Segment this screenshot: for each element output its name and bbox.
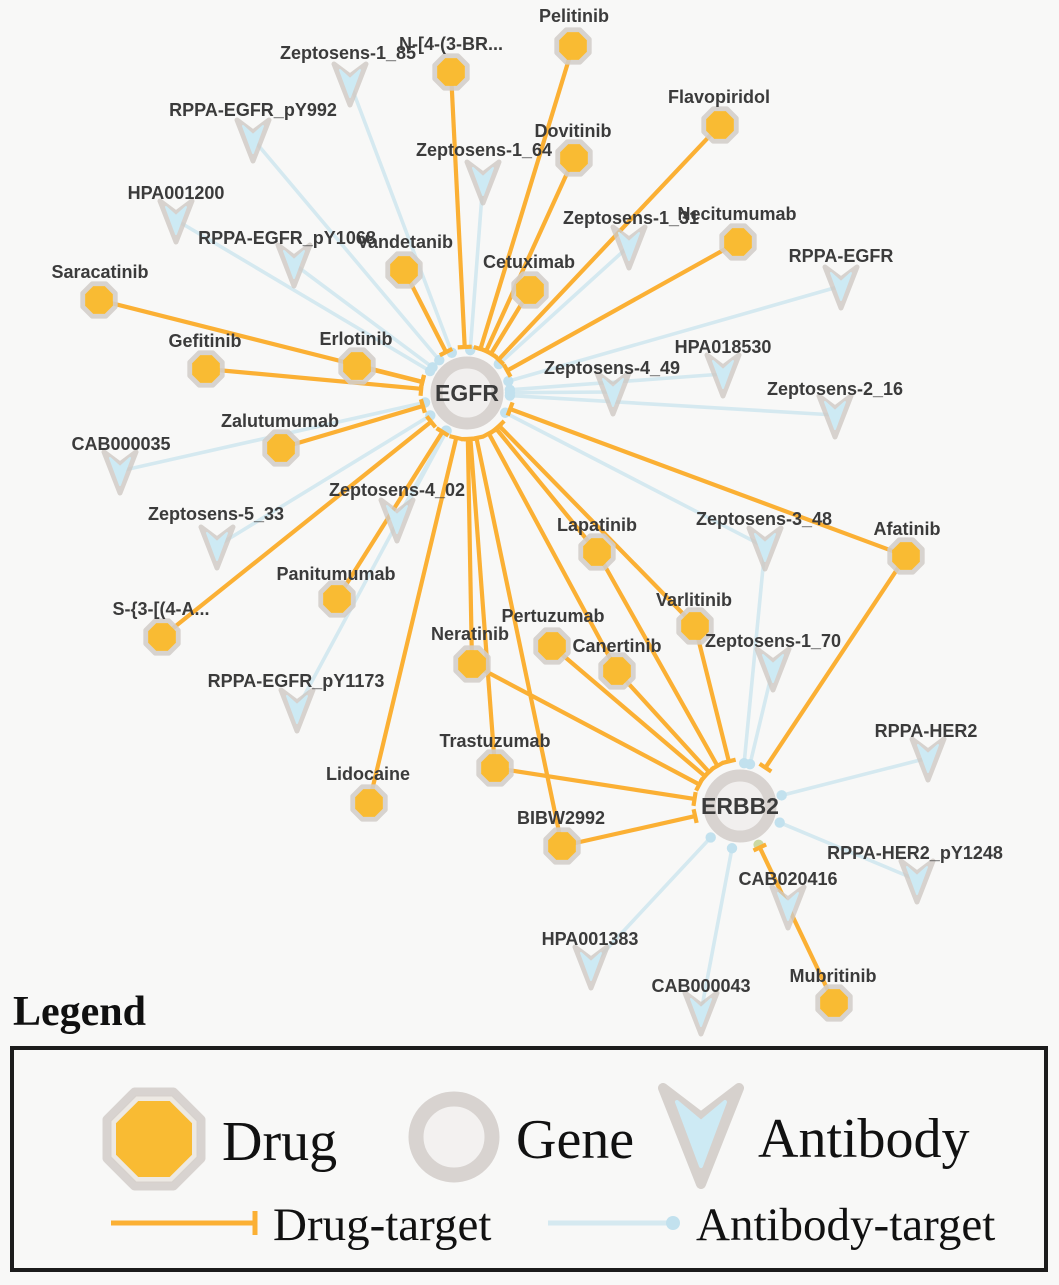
antibody-node-hpa001200[interactable] (160, 201, 192, 242)
antibody-label-zeptosens-5-33: Zeptosens-5_33 (148, 504, 284, 524)
antibody-node-zeptosens-3-48[interactable] (749, 528, 781, 569)
drug-label-erlotinib: Erlotinib (320, 329, 393, 349)
drug-node-canertinib[interactable] (601, 655, 633, 687)
antibody-label-hpa018530: HPA018530 (675, 337, 772, 357)
drug-node-flavopiridol[interactable] (704, 109, 736, 141)
legend-drug-target-item (107, 1202, 491, 1249)
antibody-label-zeptosens-1-64: Zeptosens-1_64 (416, 140, 552, 160)
legend-drug-target-label: Drug-target (273, 1202, 491, 1249)
drug-label-varlitinib: Varlitinib (656, 590, 732, 610)
drug-node-necitumumab[interactable] (722, 226, 754, 258)
antibody-label-hpa001200: HPA001200 (128, 183, 225, 203)
drug-label-mubritinib: Mubritinib (790, 966, 877, 986)
antibody-node-rppa-egfr-py1068[interactable] (278, 245, 310, 286)
drug-label-pelitinib: Pelitinib (539, 6, 609, 26)
drug-node-neratinib[interactable] (456, 648, 488, 680)
gene-node-icon (402, 1085, 506, 1194)
drug-target-edge-flavopiridol-egfr (493, 125, 720, 364)
legend-box (10, 1046, 1048, 1272)
antibody-label-cab020416: CAB020416 (738, 869, 837, 889)
drug-node-n-4-3-br[interactable] (435, 56, 467, 88)
antibody-node-zeptosens-1-31[interactable] (613, 227, 645, 268)
antibody-node-rppa-her2-py1248[interactable] (901, 861, 933, 902)
legend-gene-label: Gene (516, 1112, 634, 1168)
legend-antibody-label: Antibody (758, 1111, 970, 1167)
antibody-label-rppa-her2: RPPA-HER2 (875, 721, 978, 741)
antibody-label-rppa-egfr: RPPA-EGFR (789, 246, 894, 266)
drug-node-vandetanib[interactable] (388, 254, 420, 286)
antibody-node-cab020416[interactable] (772, 887, 804, 928)
antibody-label-rppa-egfr-py1173: RPPA-EGFR_pY1173 (208, 671, 385, 691)
drug-target-edge-trastuzumab-erbb2 (495, 768, 696, 806)
antibody-label-cab000035: CAB000035 (71, 434, 170, 454)
antibody-label-zeptosens-3-48: Zeptosens-3_48 (696, 509, 832, 529)
legend-antibody-item (656, 1080, 970, 1197)
drug-node-panitumumab[interactable] (321, 583, 353, 615)
antibody-label-hpa001383: HPA001383 (542, 929, 639, 949)
drug-label-lidocaine: Lidocaine (326, 764, 410, 784)
antibody-label-zeptosens-1-31: Zeptosens-1_31 (563, 208, 699, 228)
drug-label-necitumumab: Necitumumab (677, 204, 796, 224)
antibody-node-cab000035[interactable] (104, 452, 136, 493)
antibody-label-rppa-egfr-py992: RPPA-EGFR_pY992 (169, 100, 337, 120)
antibody-label-rppa-her2-py1248: RPPA-HER2_pY1248 (827, 843, 1003, 863)
drug-label-neratinib: Neratinib (431, 624, 509, 644)
drug-label-n-4-3-br: N-[4-(3-BR... (399, 34, 503, 54)
drug-node-afatinib[interactable] (890, 540, 922, 572)
gene-label-erbb2: ERBB2 (701, 793, 779, 819)
drug-label-lapatinib: Lapatinib (557, 515, 637, 535)
drug-label-pertuzumab: Pertuzumab (501, 606, 604, 626)
legend-drug-item (100, 1085, 337, 1198)
drug-label-cetuximab: Cetuximab (483, 252, 575, 272)
drug-label-trastuzumab: Trastuzumab (439, 731, 550, 751)
drug-node-cetuximab[interactable] (514, 274, 546, 306)
drug-label-gefitinib: Gefitinib (169, 331, 242, 351)
drug-node-saracatinib[interactable] (83, 284, 115, 316)
drug-node-lapatinib[interactable] (581, 536, 613, 568)
antibody-label-zeptosens-4-49: Zeptosens-4_49 (544, 358, 680, 378)
legend-drug-label: Drug (222, 1114, 337, 1170)
drug-label-flavopiridol: Flavopiridol (668, 87, 770, 107)
legend-antibody-target-label: Antibody-target (696, 1202, 995, 1249)
drug-node-pertuzumab[interactable] (536, 630, 568, 662)
antibody-node-icon (656, 1080, 746, 1197)
antibody-label-rppa-egfr-py1068: RPPA-EGFR_pY1068 (198, 228, 376, 248)
antibody-node-zeptosens-2-16[interactable] (819, 396, 851, 437)
antibody-node-zeptosens-1-70[interactable] (757, 649, 789, 690)
antibody-node-cab000043[interactable] (685, 993, 717, 1034)
drug-target-edge-canertinib-erbb2 (617, 671, 714, 777)
antibody-node-hpa001383[interactable] (575, 947, 607, 988)
antibody-node-zeptosens-5-33[interactable] (201, 527, 233, 568)
drug-label-zalutumumab: Zalutumumab (221, 411, 339, 431)
drug-node-dovitinib[interactable] (558, 142, 590, 174)
antibody-node-rppa-egfr-py1173[interactable] (281, 690, 313, 731)
drug-node-s-3-4-a[interactable] (146, 621, 178, 653)
antibody-node-zeptosens-1-64[interactable] (467, 162, 499, 203)
drug-label-saracatinib: Saracatinib (51, 262, 148, 282)
antibody-label-zeptosens-2-16: Zeptosens-2_16 (767, 379, 903, 399)
legend-antibody-target-item (544, 1202, 995, 1249)
drug-node-erlotinib[interactable] (341, 350, 373, 382)
drug-node-icon (100, 1085, 208, 1198)
drug-node-pelitinib[interactable] (557, 30, 589, 62)
legend-title: Legend (13, 988, 146, 1036)
drug-label-vandetanib: Vandetanib (357, 232, 453, 252)
antibody-label-cab000043: CAB000043 (651, 976, 750, 996)
antibody-target-edge-zeptosens-1-64-egfr (465, 181, 483, 355)
drug-label-panitumumab: Panitumumab (276, 564, 395, 584)
drug-target-edge-icon (107, 1205, 267, 1246)
drug-label-s-3-4-a: S-{3-[(4-A... (112, 599, 209, 619)
antibody-target-edge-icon (544, 1205, 686, 1246)
drug-target-edge-n-4-3-br-egfr (451, 72, 472, 347)
drug-node-trastuzumab[interactable] (479, 752, 511, 784)
drug-node-gefitinib[interactable] (190, 353, 222, 385)
drug-node-mubritinib[interactable] (818, 987, 850, 1019)
antibody-node-zeptosens-1-85[interactable] (334, 64, 366, 105)
drug-label-canertinib: Canertinib (572, 636, 661, 656)
drug-node-zalutumumab[interactable] (265, 432, 297, 464)
drug-label-bibw2992: BIBW2992 (517, 808, 605, 828)
antibody-label-zeptosens-4-02: Zeptosens-4_02 (329, 480, 465, 500)
legend-gene-item (402, 1085, 634, 1194)
antibody-label-zeptosens-1-70: Zeptosens-1_70 (705, 631, 841, 651)
drug-label-afatinib: Afatinib (874, 519, 941, 539)
antibody-label-zeptosens-1-85: Zeptosens-1_85 (280, 43, 416, 63)
drug-node-lidocaine[interactable] (353, 787, 385, 819)
gene-label-egfr: EGFR (435, 380, 499, 406)
drug-node-bibw2992[interactable] (546, 830, 578, 862)
drug-label-dovitinib: Dovitinib (535, 121, 612, 141)
antibody-target-edge-rppa-her2-erbb2 (776, 758, 928, 801)
